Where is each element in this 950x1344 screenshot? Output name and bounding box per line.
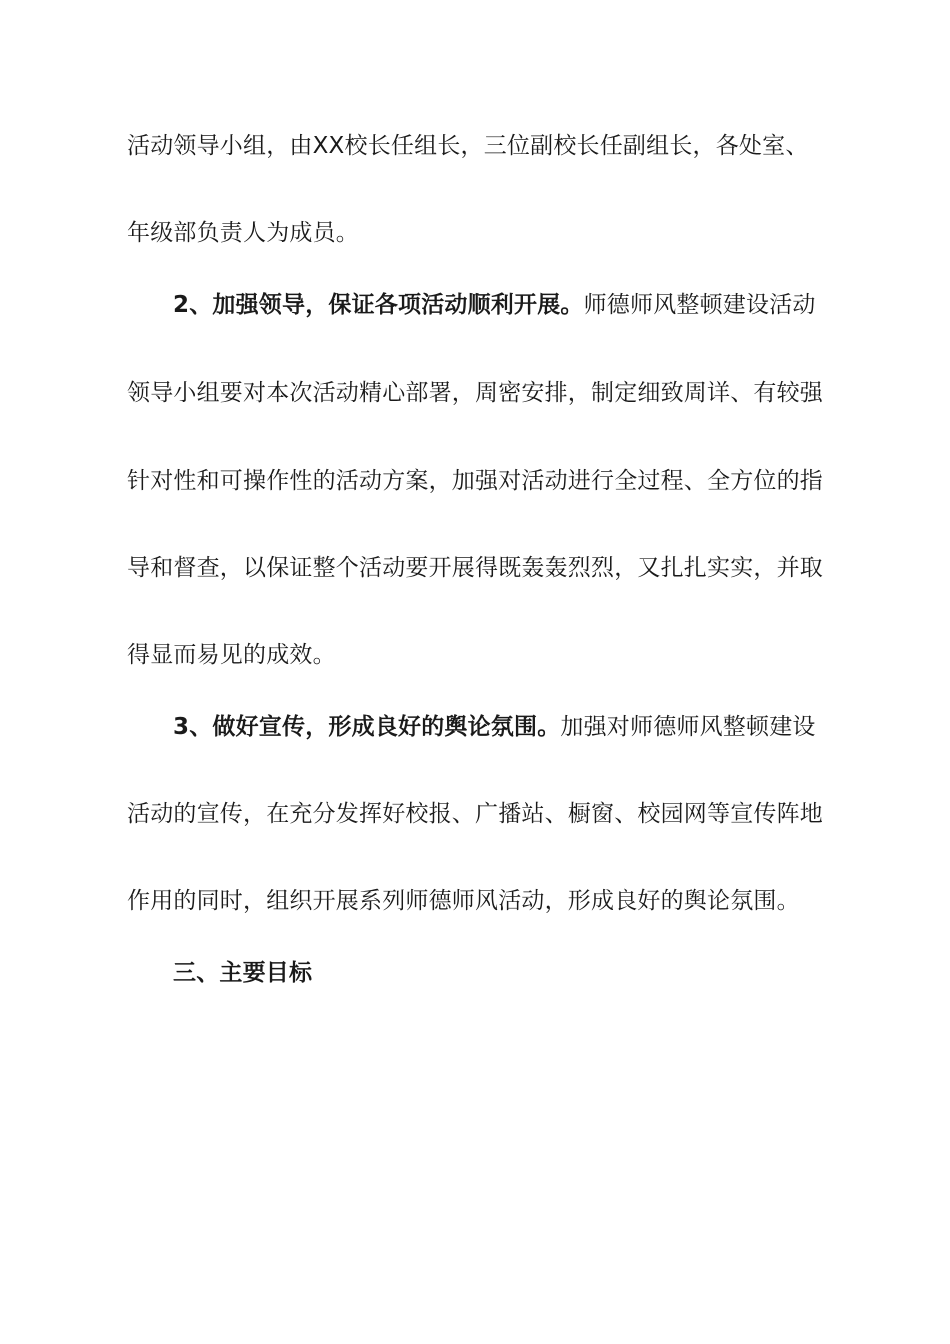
item-2-paragraph: [173, 290, 873, 320]
paragraph-line: 作用的同时，组织开展系列师德师风活动，形成良好的舆论氛围。: [127, 888, 800, 914]
paragraph-line: 活动领导小组，由XX校长任组长，三位副校长任副组长，各处室、: [127, 133, 809, 159]
item-3-heading: 3、做好宣传，形成良好的舆论氛围。: [173, 714, 561, 740]
paragraph-line: 年级部负责人为成员。: [127, 220, 359, 246]
paragraph-line: 领导小组要对本次活动精心部署，周密安排，制定细致周详、有较强: [127, 380, 823, 406]
item-2-text: 师德师风整顿建设活动: [583, 292, 816, 318]
paragraph-line: 导和督查，以保证整个活动要开展得既轰轰烈烈，又扎扎实实，并取: [127, 555, 823, 581]
item-2-heading: 2、加强领导，保证各项活动顺利开展。: [173, 292, 584, 318]
item-3-text: 加强对师德师风整顿建设: [560, 714, 816, 740]
section-heading: 三、主要目标: [173, 960, 313, 986]
item-3-paragraph: [173, 712, 873, 742]
paragraph-line: 活动的宣传，在充分发挥好校报、广播站、橱窗、校园网等宣传阵地: [127, 801, 823, 827]
paragraph-line: 得显而易见的成效。: [127, 642, 336, 668]
paragraph-line: 针对性和可操作性的活动方案，加强对活动进行全过程、全方位的指: [127, 468, 823, 494]
